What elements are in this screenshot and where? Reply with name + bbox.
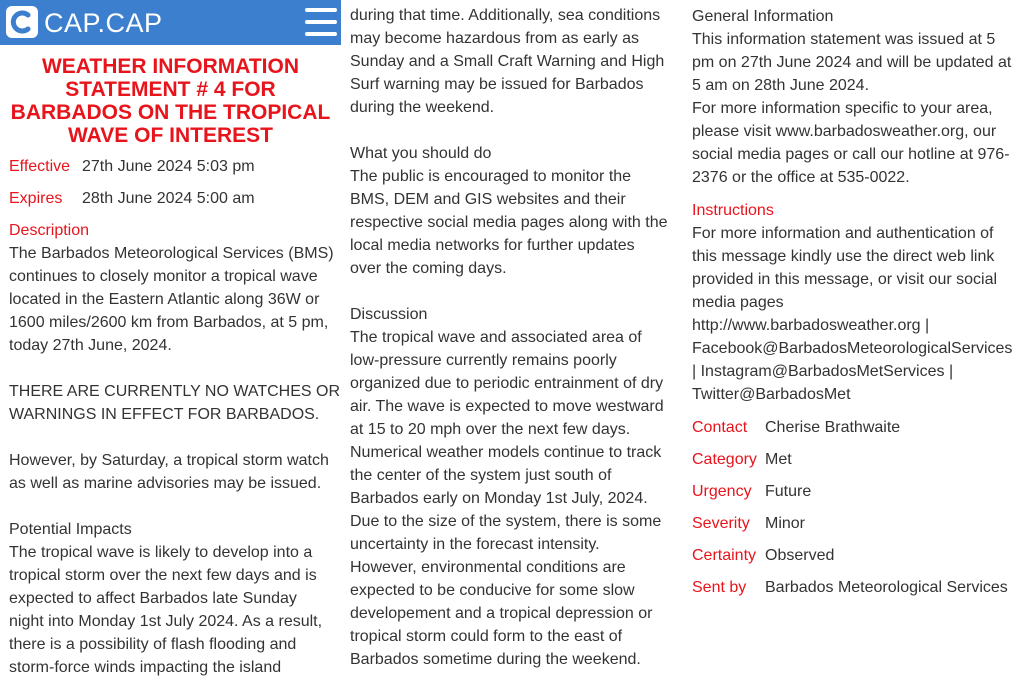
general-info-text — [692, 5, 1011, 189]
text-line: The tropical wave is likely to develop into a — [9, 544, 313, 561]
text-line: storm-force winds impacting the island — [9, 659, 282, 676]
text-line: as well as marine advisories may be issued. — [9, 475, 322, 492]
text-line: The public is encouraged to monitor the — [350, 168, 632, 185]
text-line: may become hazardous from as early as — [350, 30, 640, 47]
text-line: the center of the system just south of — [350, 467, 612, 484]
expires-label: Expires — [9, 190, 63, 207]
text-line: For more information and authentication of — [692, 225, 994, 242]
field-value: Barbados Meteorological Services — [765, 579, 1008, 596]
field-value: Observed — [765, 547, 835, 564]
text-line: Barbados sometime during the weekend. — [350, 651, 641, 668]
text-line: developement and a tropical depression or — [350, 605, 653, 622]
text-line: General Information — [692, 8, 834, 25]
title-line: BARBADOS ON THE TROPICAL — [10, 101, 331, 124]
text-line: air. The wave is expected to move westward — [350, 398, 664, 415]
text-line: over the coming days. — [350, 260, 507, 277]
effective-label: Effective — [9, 158, 71, 175]
title-line: WAVE OF INTEREST — [68, 124, 273, 147]
text-line: The tropical wave and associated area of — [350, 329, 642, 346]
text-line: However, environmental conditions are — [350, 559, 626, 576]
field-label: Certainty — [692, 547, 757, 564]
page-title — [0, 55, 341, 147]
text-line — [9, 495, 340, 518]
menu-icon[interactable] — [305, 6, 337, 38]
text-line: night into Monday 1st July 2024. As a result, — [9, 613, 323, 630]
text-line: For more information specific to your area, — [692, 100, 993, 117]
text-line: media pages — [692, 294, 784, 311]
text-line: 5 am on 28th June 2024. — [692, 77, 870, 94]
instructions-text — [692, 222, 1012, 406]
text-line — [9, 357, 340, 380]
text-line: expected to affect Barbados late Sunday — [9, 590, 297, 607]
text-line: respective social media pages along with the — [350, 214, 668, 231]
text-line: pm on 27th June 2024 and will be updated at — [692, 54, 1012, 71]
facebook-link[interactable]: Facebook@BarbadosMeteorologicalServices — [692, 340, 1013, 357]
text-line: low-pressure currently remains poorly — [350, 352, 617, 369]
text-line: local media networks for further updates — [350, 237, 635, 254]
text-line: tropical storm over the next few days and is — [9, 567, 317, 584]
twitter-link[interactable]: Twitter@BarbadosMet — [692, 386, 851, 403]
text-line: 1600 miles/2600 km from Barbados, at 5 pm, — [9, 314, 329, 331]
text-line — [350, 119, 668, 142]
text-line: social media pages or call our hotline at 976- — [692, 146, 1010, 163]
text-line: BMS, DEM and GIS websites and their — [350, 191, 626, 208]
effective-value: 27th June 2024 5:03 pm — [82, 158, 255, 175]
text-line: Potential Impacts — [9, 521, 132, 538]
text-line: uncertainty in the forecast intensity. — [350, 536, 600, 553]
description-text — [9, 242, 340, 679]
text-line: located in the Eastern Atlantic along 36W or — [9, 291, 320, 308]
text-line: during the weekend. — [350, 99, 495, 116]
text-line: there is a possibility of flash flooding and — [9, 636, 297, 653]
field-label: Category — [692, 451, 757, 468]
text-line — [350, 280, 668, 303]
text-line: 2376 or the office at 535-0022. — [692, 169, 910, 186]
expires-value: 28th June 2024 5:00 am — [82, 190, 255, 207]
text-line: Due to the size of the system, there is some — [350, 513, 662, 530]
app-header — [0, 0, 341, 45]
text-line: expected to be conducive for some slow — [350, 582, 635, 599]
text-line: Sunday and a Small Craft Warning and High — [350, 53, 665, 70]
field-value: Minor — [765, 515, 806, 532]
text-line — [9, 426, 340, 449]
text-line: during that time. Additionally, sea conditions — [350, 7, 661, 24]
text-line: organized due to periodic entrainment of dry — [350, 375, 664, 392]
text-line: please visit www.barbadosweather.org, our — [692, 123, 997, 140]
title-line: STATEMENT # 4 FOR — [65, 78, 276, 101]
text-line: Numerical weather models continue to track — [350, 444, 662, 461]
field-label: Sent by — [692, 579, 747, 596]
middle-text — [350, 4, 668, 671]
text-line: at 15 to 20 mph over the next few days. — [350, 421, 631, 438]
field-label: Urgency — [692, 483, 752, 500]
text-line: The Barbados Meteorological Services (BMS) — [9, 245, 334, 262]
text-line: WARNINGS IN EFFECT FOR BARBADOS. — [9, 406, 320, 423]
instructions-label: Instructions — [692, 202, 774, 219]
text-line: this message kindly use the direct web link — [692, 248, 995, 265]
text-line: Discussion — [350, 306, 428, 323]
web-link[interactable]: http://www.barbadosweather.org | — [692, 317, 930, 334]
field-label: Severity — [692, 515, 750, 532]
logo-icon[interactable] — [6, 6, 38, 38]
field-value: Cherise Brathwaite — [765, 419, 901, 436]
text-line: provided in this message, or visit our social — [692, 271, 998, 288]
brand-title[interactable]: CAP.CAP — [44, 8, 163, 38]
title-line: WEATHER INFORMATION — [41, 55, 300, 78]
text-line: Surf warning may be issued for Barbados — [350, 76, 644, 93]
field-value: Met — [765, 451, 792, 468]
text-line: Barbados early on Monday 1st July, 2024. — [350, 490, 648, 507]
text-line: tropical storm could form to the east of — [350, 628, 623, 645]
text-line: today 27th June, 2024. — [9, 337, 172, 354]
instagram-link[interactable]: | Instagram@BarbadosMetServices | — [692, 363, 954, 380]
description-label: Description — [9, 222, 90, 239]
text-line: What you should do — [350, 145, 492, 162]
text-line: However, by Saturday, a tropical storm watch — [9, 452, 329, 469]
text-line: THERE ARE CURRENTLY NO WATCHES OR — [9, 383, 340, 400]
field-label: Contact — [692, 419, 748, 436]
text-line: This information statement was issued at 5 — [692, 31, 996, 48]
field-value: Future — [765, 483, 812, 500]
text-line: continues to closely monitor a tropical wave — [9, 268, 318, 285]
